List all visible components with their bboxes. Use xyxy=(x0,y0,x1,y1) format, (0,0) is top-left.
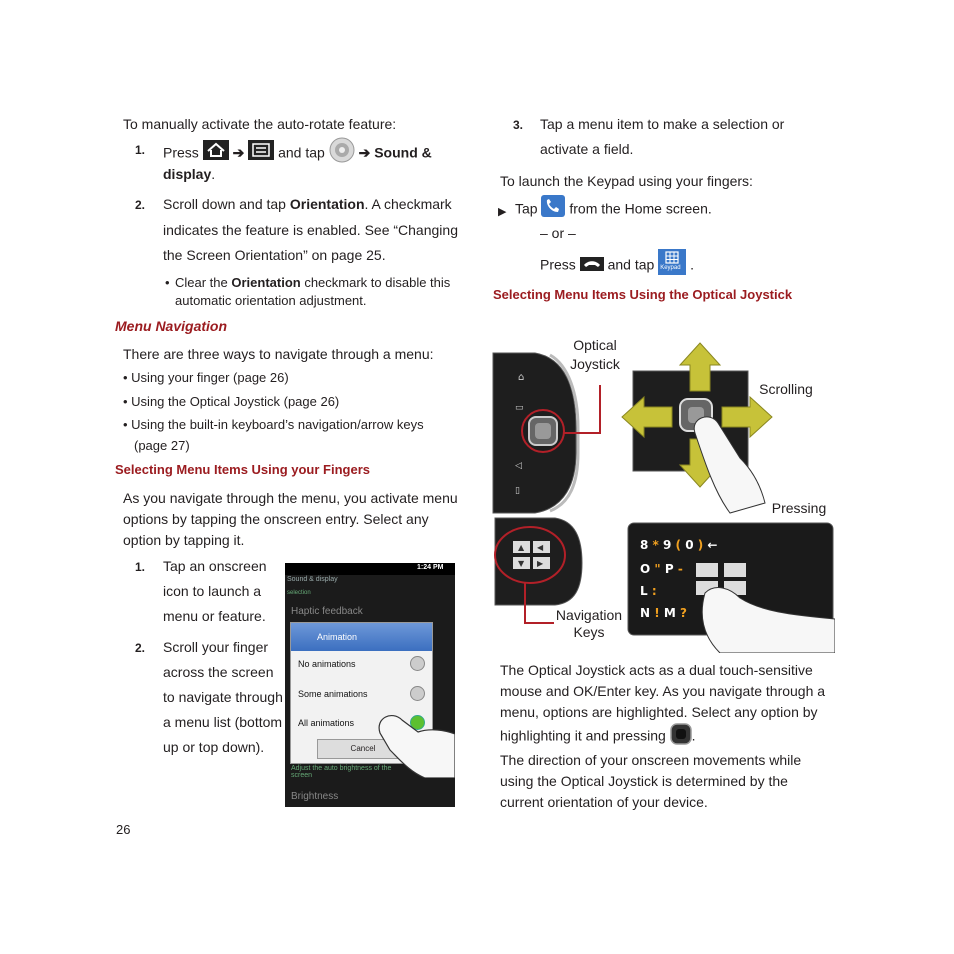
svg-text:▯: ▯ xyxy=(515,486,520,496)
svg-text:◁: ◁ xyxy=(515,461,522,471)
label-scrolling: Scrolling xyxy=(759,381,813,397)
haptic-label: Haptic feedback xyxy=(291,606,363,617)
step-line: across the screen xyxy=(163,664,274,680)
keypad-intro: To launch the Keypad using your fingers: xyxy=(500,173,753,189)
step-line: activate a field. xyxy=(540,141,634,157)
tap-pre: Tap xyxy=(515,200,538,217)
para-line: using the Optical Joystick is determined by the xyxy=(500,773,788,789)
step-line: Scroll your finger xyxy=(163,639,269,655)
step-number: 2. xyxy=(135,641,146,655)
joystick-button-icon xyxy=(670,723,692,751)
step2-post: . A checkmark xyxy=(364,196,452,212)
para-line: The Optical Joystick acts as a dual touch-sensitive xyxy=(500,662,813,678)
step-line: to navigate through xyxy=(163,689,283,705)
step2-line3: the Screen Orientation” on page 25. xyxy=(163,247,386,263)
settings-gear-icon xyxy=(329,137,355,171)
arrow-glyph: ➔ xyxy=(358,144,371,161)
keypad-icon-label: Keypad xyxy=(660,265,681,271)
step1-text-cont xyxy=(163,162,215,187)
or-text: – or – xyxy=(540,225,576,241)
cancel-button[interactable]: Cancel xyxy=(317,739,409,759)
para-line: menu, options are highlighted. Select any option by xyxy=(500,704,818,720)
label-keys: Keys xyxy=(573,624,605,640)
finger-step2 xyxy=(163,635,283,760)
joystick-para2 xyxy=(500,750,801,813)
svg-text:▭: ▭ xyxy=(515,403,524,413)
svg-text:L :: L : xyxy=(640,584,657,598)
step2-line1 xyxy=(163,192,452,217)
finger-illustration xyxy=(370,698,455,778)
para-line: option by tapping it. xyxy=(123,532,245,548)
svg-text:◀: ◀ xyxy=(537,543,544,552)
fingers-para xyxy=(123,488,458,551)
svg-text:▲: ▲ xyxy=(518,543,525,552)
status-time: 1:24 PM xyxy=(417,564,444,571)
para-line: As you navigate through the menu, you activate menu xyxy=(123,490,458,506)
sound-display-bold: Sound & xyxy=(374,144,432,161)
finger-step1 xyxy=(163,554,267,629)
press-pre: Press xyxy=(540,256,576,273)
option-label: All animations xyxy=(298,718,355,728)
dialog-title: Animation xyxy=(317,632,358,642)
arrow-glyph: ➔ xyxy=(232,144,245,161)
menu-bullet: • Using the Optical Joystick (page 26) xyxy=(123,394,340,409)
label-optical: Optical xyxy=(573,337,617,353)
step-line: up or top down). xyxy=(163,739,265,755)
para-line: mouse and OK/Enter key. As you navigate through a xyxy=(500,683,826,699)
bullet-line1 xyxy=(175,274,450,292)
step1-mid: and tap xyxy=(278,144,325,161)
svg-text:O " P -: O " P - xyxy=(640,562,683,576)
step-number: 2. xyxy=(135,198,146,212)
svg-text:▶: ▶ xyxy=(537,559,544,568)
sub-label: selection xyxy=(287,590,311,596)
step-number: 1. xyxy=(135,560,146,574)
joystick-heading: Selecting Menu Items Using the Optical Joystick xyxy=(493,287,793,302)
display-bold: display xyxy=(163,166,212,182)
para-line: options by tapping the onscreen entry. Select any xyxy=(123,511,429,527)
menu-navigation-heading: Menu Navigation xyxy=(115,318,228,334)
breadcrumb: Sound & display xyxy=(287,576,338,583)
step-line: Tap an onscreen xyxy=(163,558,267,574)
para-line: highlighting it and pressing xyxy=(500,727,666,744)
step2-pre: Scroll down and tap xyxy=(163,196,290,212)
step-number: 3. xyxy=(513,118,524,132)
bullet-line2: automatic orientation adjustment. xyxy=(175,293,367,308)
tap-post: from the Home screen. xyxy=(569,200,712,217)
period: . xyxy=(691,727,696,744)
para-line: The direction of your onscreen movements while xyxy=(500,752,802,768)
radio-button[interactable] xyxy=(410,656,425,671)
step-line: a menu list (bottom xyxy=(163,714,283,730)
svg-text:⌂: ⌂ xyxy=(518,372,525,383)
step-line: icon to launch a xyxy=(163,583,262,599)
step-line: Tap a menu item to make a selection or xyxy=(540,116,785,132)
step2-line2: indicates the feature is enabled. See “Changing xyxy=(163,222,458,238)
orientation-bold: Orientation xyxy=(289,196,365,212)
dialog-header xyxy=(291,623,432,651)
send-key-icon xyxy=(580,254,604,279)
period: . xyxy=(211,166,216,182)
label-pressing: Pressing xyxy=(771,500,827,516)
menu-bullet: • Using the built-in keyboard’s navigation/arrow keys xyxy=(123,417,424,432)
option-label: Some animations xyxy=(298,689,368,699)
para-line: current orientation of your device. xyxy=(500,794,708,810)
svg-text:8 * 9 ( 0 ) ←: 8 * 9 ( 0 ) ← xyxy=(640,538,718,552)
bullet-post: checkmark to disable this xyxy=(300,275,451,290)
orientation-bold: Orientation xyxy=(231,275,301,290)
animation-dialog-screenshot xyxy=(285,563,455,807)
brightness-label: Brightness xyxy=(291,791,339,802)
label-navigation: Navigation xyxy=(555,607,623,623)
step1-pre: Press xyxy=(163,144,199,161)
svg-text:▼: ▼ xyxy=(518,559,525,568)
bullet-triangle-icon: ▶ xyxy=(498,206,507,218)
adjust-text: Adjust the auto brightness of the screen xyxy=(291,765,392,779)
step-line: menu or feature. xyxy=(163,608,266,624)
period: . xyxy=(690,256,694,273)
page-number: 26 xyxy=(116,822,131,837)
intro-text: To manually activate the auto-rotate feature: xyxy=(123,116,397,132)
menu-bullet-cont: (page 27) xyxy=(134,438,190,453)
menu-nav-intro: There are three ways to navigate through a menu: xyxy=(123,346,434,362)
label-joystick: Joystick xyxy=(570,356,620,372)
step-number: 1. xyxy=(135,143,146,157)
svg-text:N ! M ?: N ! M ? xyxy=(640,606,687,620)
bullet-pre: Clear the xyxy=(175,275,232,290)
bullet-dot: • xyxy=(165,275,170,290)
menu-key-icon xyxy=(248,140,274,168)
keypad-app-icon xyxy=(658,249,686,283)
press-mid: and tap xyxy=(607,256,655,273)
fingers-heading: Selecting Menu Items Using your Fingers xyxy=(115,462,370,477)
step3-text xyxy=(540,112,784,162)
joystick-para1 xyxy=(500,660,825,751)
menu-bullet: • Using your finger (page 26) xyxy=(123,370,289,385)
press-line xyxy=(540,249,694,283)
option-label: No animations xyxy=(298,659,356,669)
